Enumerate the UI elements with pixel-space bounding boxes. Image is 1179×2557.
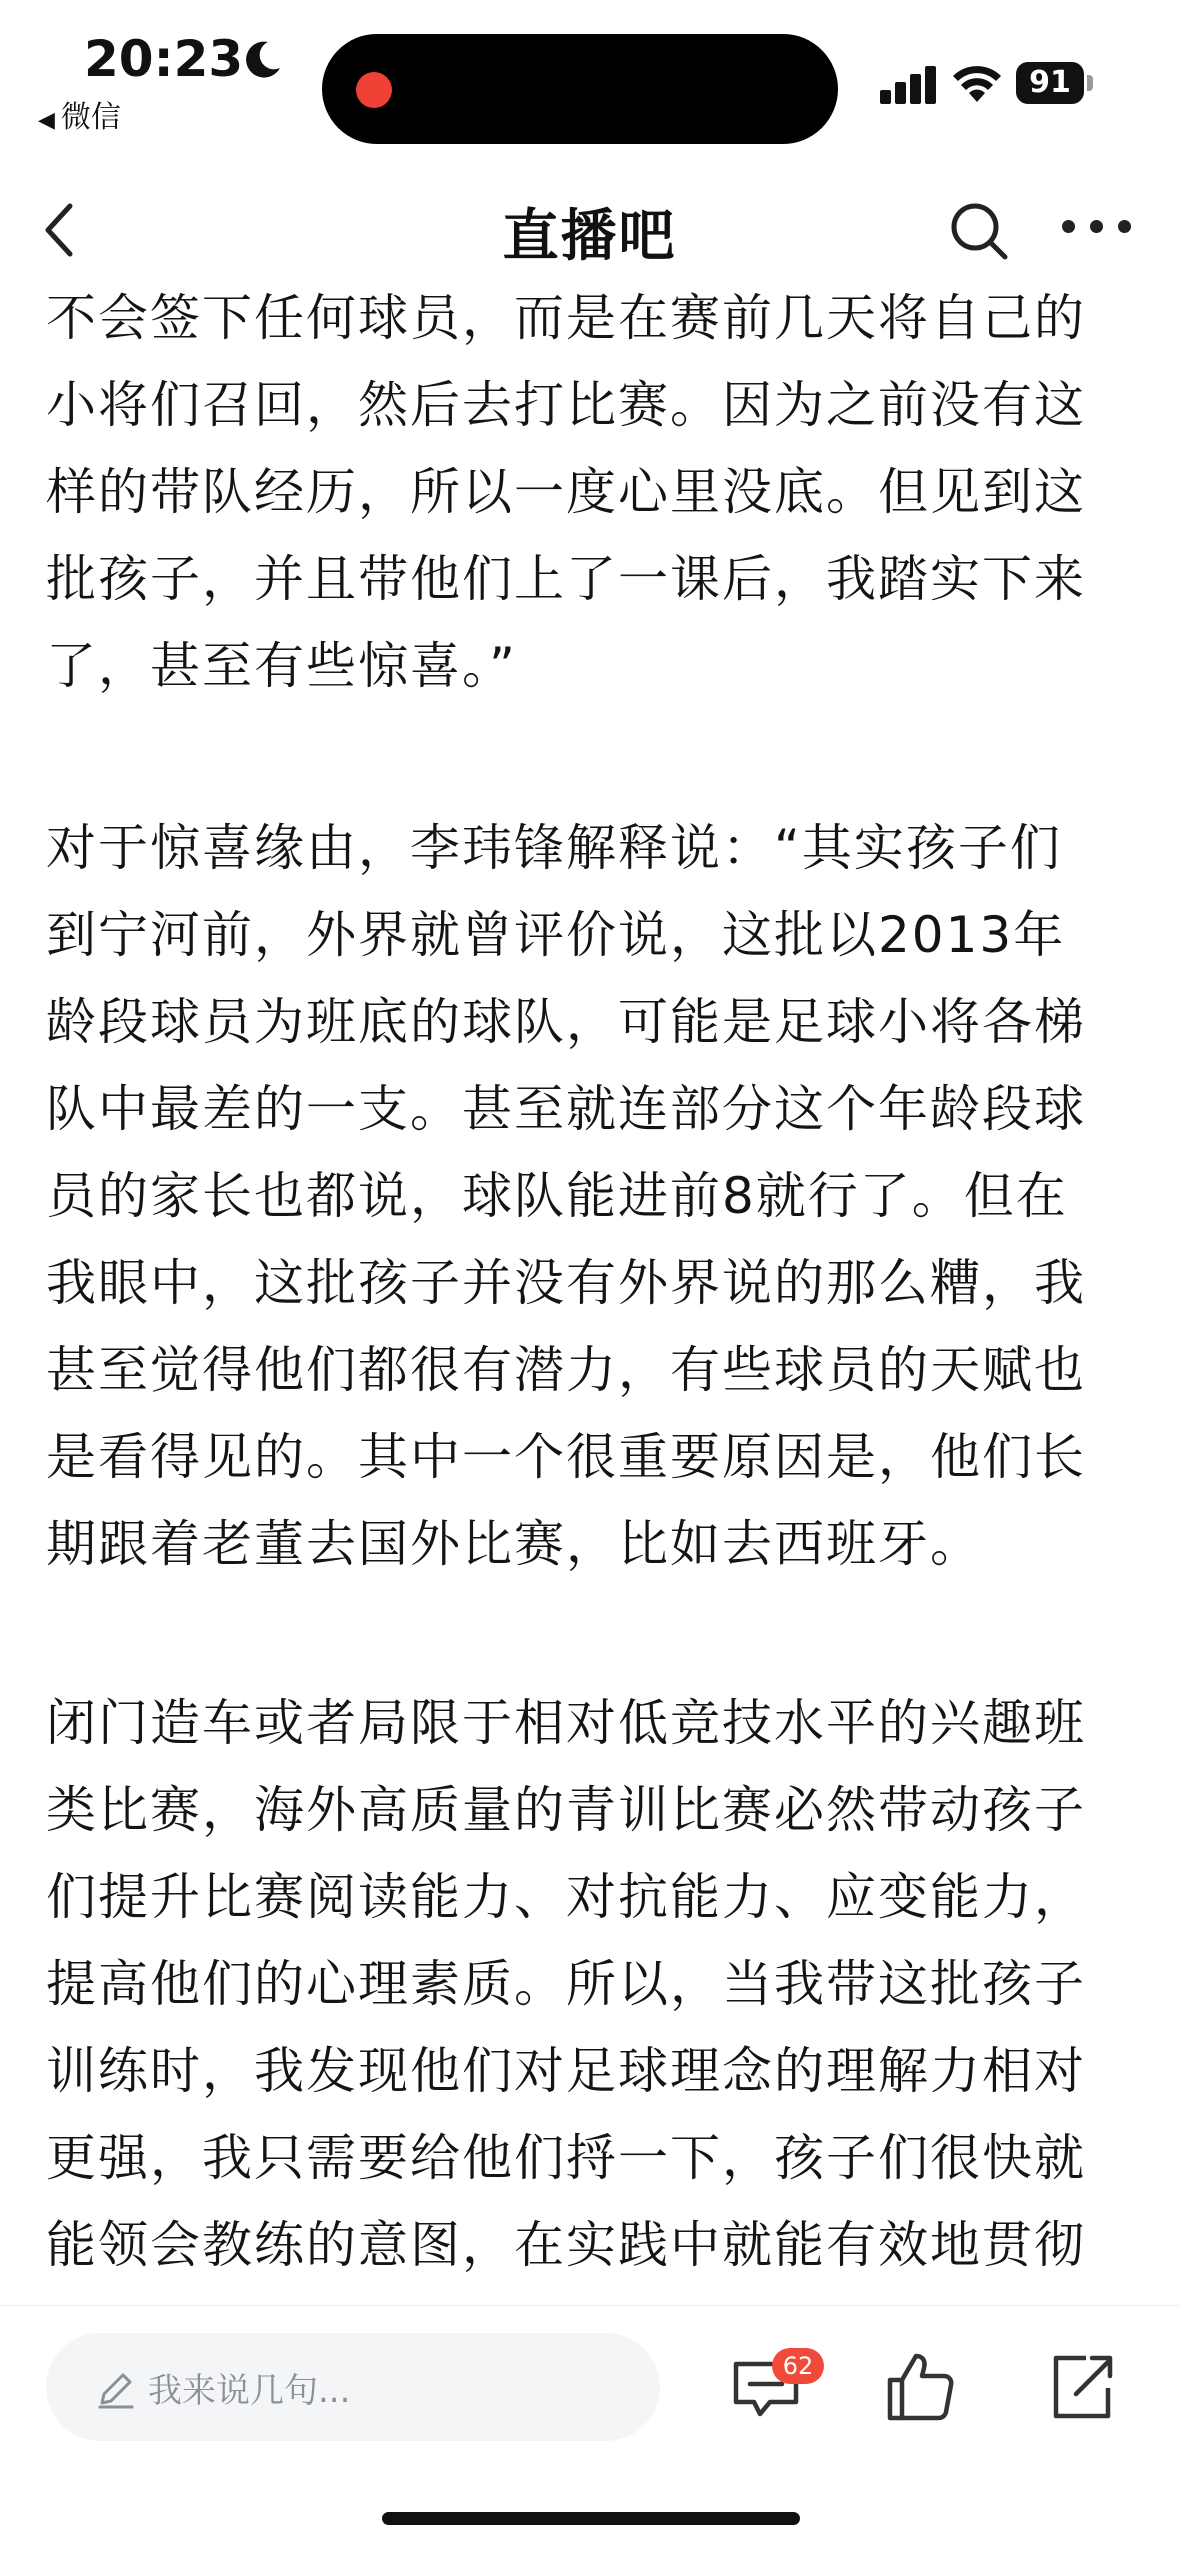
text-line: 类比赛，海外高质量的青训比赛必然带动孩子: [46, 1781, 1086, 1839]
text-line: 到宁河前，外界就曾评价说，这批以2013年: [46, 906, 1066, 964]
text-line: 期跟着老董去国外比赛，比如去西班牙。: [46, 1515, 982, 1573]
share-icon[interactable]: [1042, 2346, 1122, 2426]
text-line: 提高他们的心理素质。所以，当我带这批孩子: [46, 1955, 1086, 2013]
like-icon[interactable]: [880, 2346, 960, 2426]
article-paragraph-1: [46, 275, 1146, 710]
moon-icon: [240, 38, 284, 82]
comment-placeholder: 我来说几句...: [148, 2371, 351, 2411]
back-triangle-icon: ◀: [38, 108, 55, 133]
text-line: 能领会教练的意图，在实践中就能有效地贯彻: [46, 2216, 1086, 2274]
status-bar: [0, 0, 1179, 150]
text-line: 队中最差的一支。甚至就连部分这个年龄段球: [46, 1080, 1086, 1138]
article-paragraph-2: [46, 805, 1146, 1588]
text-line: 训练时，我发现他们对足球理念的理解力相对: [46, 2042, 1086, 2100]
comment-count-badge: 62: [772, 2348, 824, 2384]
text-line: 对于惊喜缘由，李玮锋解释说：“其实孩子们: [46, 819, 1062, 877]
text-line: 更强，我只需要给他们捋一下，孩子们很快就: [46, 2129, 1086, 2187]
back-app-label: 微信: [60, 100, 121, 135]
text-line: 甚至觉得他们都很有潜力，有些球员的天赋也: [46, 1341, 1086, 1399]
text-line: 了，甚至有些惊喜。”: [46, 637, 517, 695]
nav-bar: [0, 160, 1179, 290]
status-time: 20:23: [84, 30, 244, 88]
more-icon[interactable]: [1062, 220, 1132, 240]
page-title: 直播吧: [502, 204, 677, 269]
article-paragraph-3: [46, 1680, 1146, 2289]
battery-icon: [1016, 62, 1094, 104]
signal-icon: [880, 64, 938, 104]
back-to-app-link[interactable]: [38, 92, 121, 136]
text-line: 不会签下任何球员，而是在赛前几天将自己的: [46, 289, 1086, 347]
home-indicator[interactable]: [382, 2512, 800, 2525]
comment-input[interactable]: [46, 2333, 660, 2441]
pencil-icon: [94, 2367, 138, 2411]
text-line: 小将们召回，然后去打比赛。因为之前没有这: [46, 376, 1086, 434]
text-line: 我眼中，这批孩子并没有外界说的那么糟，我: [46, 1254, 1086, 1312]
text-line: 们提升比赛阅读能力、对抗能力、应变能力，: [46, 1868, 1086, 1926]
search-icon[interactable]: [948, 200, 1010, 262]
text-line: 样的带队经历，所以一度心里没底。但见到这: [46, 463, 1086, 521]
text-line: 员的家长也都说，球队能进前8就行了。但在: [46, 1167, 1068, 1225]
text-line: 批孩子，并且带他们上了一课后，我踏实下来: [46, 550, 1086, 608]
text-line: 闭门造车或者局限于相对低竞技水平的兴趣班: [46, 1694, 1086, 1752]
text-line: 是看得见的。其中一个很重要原因是，他们长: [46, 1428, 1086, 1486]
text-line: 龄段球员为班底的球队，可能是足球小将各梯: [46, 993, 1086, 1051]
wifi-icon: [952, 62, 1002, 104]
battery-level: 91: [1016, 62, 1084, 104]
dynamic-island: [322, 34, 838, 144]
recording-indicator: [356, 72, 392, 108]
article-body: [0, 275, 1179, 2305]
